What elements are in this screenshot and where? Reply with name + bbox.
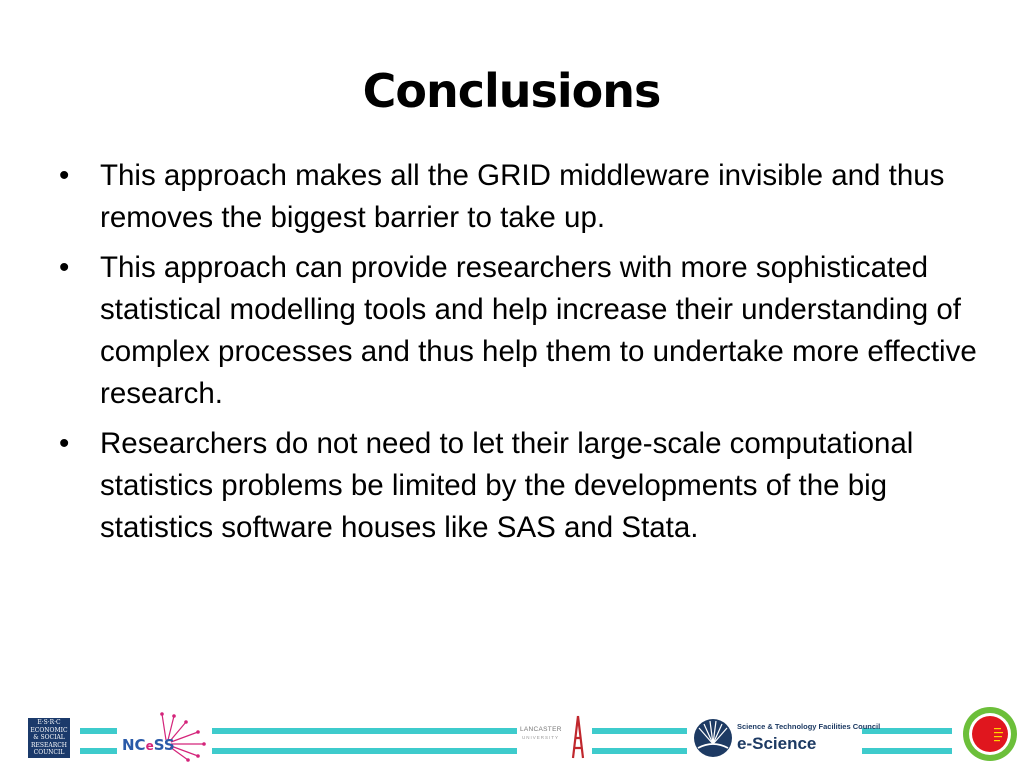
accent-bar: [592, 728, 687, 734]
accent-bar: [212, 728, 517, 734]
ncess-logo-text: e: [145, 739, 154, 753]
bullet-marker: •: [59, 159, 70, 192]
bullet-text: This approach makes all the GRID middleware invisible and thus removes the biggest barrier to take up.: [100, 159, 945, 234]
lancaster-logo: [520, 714, 590, 760]
ncess-logo-text: NC: [122, 736, 146, 754]
lancaster-logo-text: LANCASTER: [520, 726, 562, 733]
bullet-text: Researchers do not need to let their large-scale computational statistics problems be limited by the developments of the big statistics software houses like SAS and Stata.: [100, 427, 914, 544]
accent-bar: [592, 748, 687, 754]
stfc-escience-logo: [693, 716, 881, 760]
escience-label: e-Science: [737, 734, 817, 753]
bullet-list: [55, 155, 985, 557]
accent-bar: [862, 748, 952, 754]
ncess-logo-text: SS: [153, 736, 175, 754]
accent-bar: [80, 728, 117, 734]
esrc-logo-line: & SOCIAL: [33, 734, 65, 742]
stfc-name-text: Science & Technology Facilities Council: [737, 722, 881, 731]
bullet-item: [55, 155, 985, 239]
esrc-logo-line: COUNCIL: [33, 749, 65, 757]
stfc-globe-icon: [693, 718, 733, 758]
esrc-logo-line: RESEARCH: [30, 741, 68, 749]
esrc-logo-line: E·S·R·C: [37, 719, 61, 726]
bullet-marker: •: [59, 251, 70, 284]
esrc-logo-line: ECONOMIC: [30, 726, 68, 734]
accent-bar: [80, 748, 117, 754]
footer-logo-strip: [0, 700, 1023, 767]
circular-seal-logo: [962, 706, 1018, 762]
lancaster-logo-text: UNIVERSITY: [522, 735, 560, 740]
bullet-item: [55, 247, 985, 415]
accent-bar: [212, 748, 517, 754]
bullet-marker: •: [59, 427, 70, 460]
bullet-item: [55, 423, 985, 549]
esrc-logo: [28, 718, 70, 758]
bullet-text: This approach can provide researchers with more sophisticated statistical modelling tools and help increase their understanding of complex processes and thus help them to undertake more effective research.: [100, 251, 977, 410]
lancaster-tower-icon: [568, 714, 588, 760]
ncess-logo: [118, 710, 210, 762]
slide-title: Conclusions: [362, 64, 661, 118]
